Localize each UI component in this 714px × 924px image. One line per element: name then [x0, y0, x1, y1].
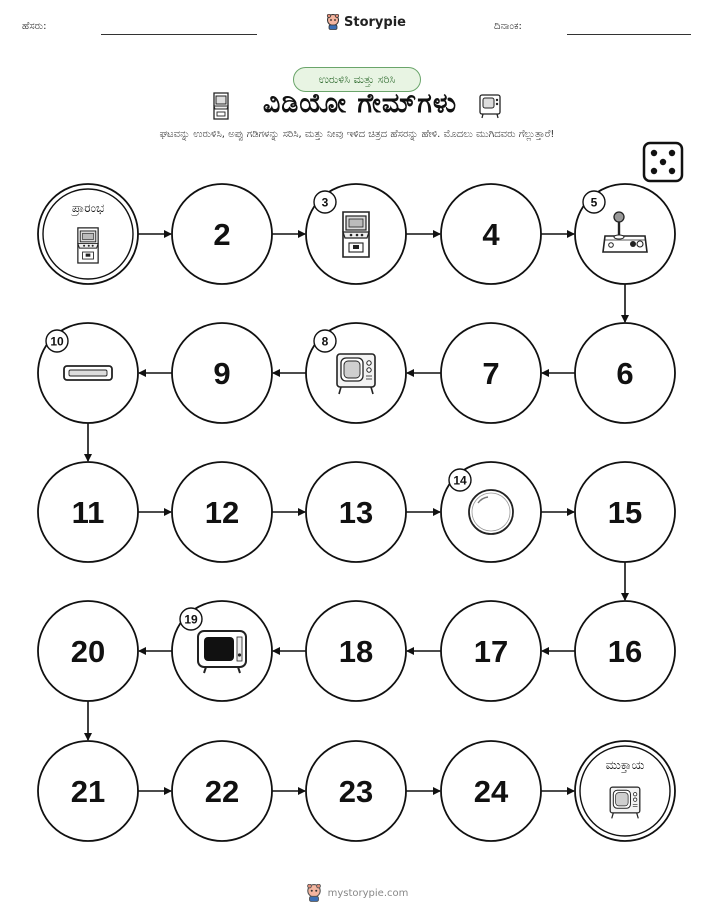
board-cell-14[interactable] — [441, 462, 541, 562]
board-cell-8[interactable] — [306, 323, 406, 423]
arcade-cabinet-icon — [343, 212, 369, 257]
cell-number: 23 — [338, 774, 374, 809]
board-cell-6[interactable] — [575, 323, 675, 423]
cell-number: 24 — [473, 774, 509, 809]
board-cell-24[interactable] — [441, 741, 541, 841]
cell-number: 15 — [607, 495, 643, 530]
cell-number: 4 — [482, 217, 500, 252]
cell-number: 8 — [321, 334, 329, 349]
board-cell-10[interactable] — [38, 323, 138, 423]
cell-number: 10 — [50, 334, 64, 349]
cell-number: 5 — [590, 195, 598, 210]
board-cell-15[interactable] — [575, 462, 675, 562]
name-label: ಹೆಸರು: — [22, 21, 47, 32]
cell-number: 18 — [338, 634, 374, 669]
board-cell-1[interactable] — [38, 184, 138, 284]
cell-number: 3 — [321, 195, 329, 210]
page-footer — [0, 884, 714, 902]
cell-number: 7 — [482, 356, 500, 391]
board-cell-13[interactable] — [306, 462, 406, 562]
board-cell-19[interactable] — [172, 601, 272, 701]
brand-name: Storypie — [344, 14, 406, 30]
cell-number: 19 — [184, 612, 198, 627]
game-cartridge-icon — [64, 366, 112, 380]
cell-number: 16 — [607, 634, 643, 669]
board-cell-18[interactable] — [306, 601, 406, 701]
board-cell-23[interactable] — [306, 741, 406, 841]
page-title: ವಿಡಿಯೋ ಗೇಮ್‌ಗಳು — [262, 88, 458, 119]
date-label: ದಿನಾಂಕ: — [494, 21, 522, 32]
start-label: ಪ್ರಾರಂಭ — [71, 201, 105, 215]
cell-number: 13 — [338, 495, 374, 530]
cell-number: 22 — [204, 774, 240, 809]
board-cell-17[interactable] — [441, 601, 541, 701]
board-cell-20[interactable] — [38, 601, 138, 701]
cell-number: 11 — [71, 495, 105, 530]
cell-number: 14 — [453, 473, 467, 488]
board-cell-22[interactable] — [172, 741, 272, 841]
board-cell-9[interactable] — [172, 323, 272, 423]
cell-number: 6 — [616, 356, 634, 391]
board-cell-21[interactable] — [38, 741, 138, 841]
board-cell-2[interactable] — [172, 184, 272, 284]
cell-number: 17 — [473, 634, 509, 669]
cell-number: 9 — [213, 356, 231, 391]
mascot-icon — [306, 884, 322, 902]
crt-monitor-icon — [198, 631, 246, 673]
arcade-cabinet-icon — [78, 228, 98, 263]
cell-number: 21 — [70, 774, 106, 809]
board-cell-5[interactable] — [575, 184, 675, 284]
cell-number: 12 — [204, 495, 240, 530]
instructions: ಘಟವನ್ನು ಉರುಳಿಸಿ, ಅಪ್ಪು ಗಡಿಗಳನ್ನು ಸರಿಸಿ, ಮತ್ತು ನೀವು ಇಳಿದ ಚಿತ್ರದ ಹೆಸರನ್ನು ಹೇಳಿ. ಮೊದಲು ಮುಗಿದವರು ಗೆಲ್ಲುತ್ತಾರೆ! — [159, 129, 555, 140]
footer-url: mystorypie.com — [327, 887, 409, 899]
cell-number: 2 — [213, 217, 231, 252]
board-cell-11[interactable] — [38, 462, 138, 562]
board-cell-7[interactable] — [441, 323, 541, 423]
activity-badge: ಉರುಳಿಸಿ ಮತ್ತು ಸರಿಸಿ — [293, 67, 421, 92]
board-cell-25[interactable] — [575, 741, 675, 841]
board-cell-4[interactable] — [441, 184, 541, 284]
finish-label: ಮುಕ್ತಾಯ — [605, 758, 645, 772]
board-cell-12[interactable] — [172, 462, 272, 562]
board-cell-3[interactable] — [306, 184, 406, 284]
board-cell-16[interactable] — [575, 601, 675, 701]
cell-number: 20 — [70, 634, 106, 669]
game-disc-icon — [469, 490, 513, 534]
